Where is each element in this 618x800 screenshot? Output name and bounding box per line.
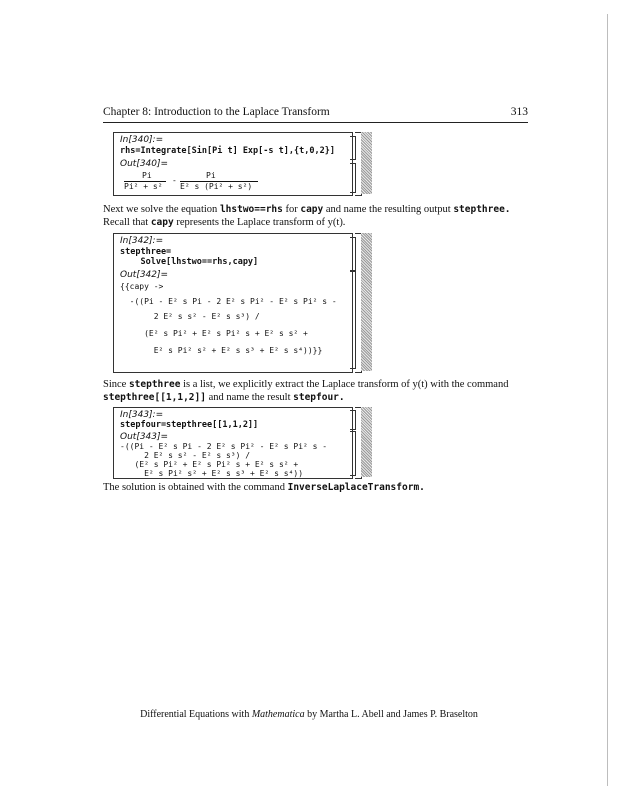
cell-shade-strip	[361, 233, 372, 371]
output-label: Out[342]=	[120, 270, 169, 280]
text-run: and name the result	[205, 392, 294, 403]
input-code-line: Solve[lhstwo==rhs,capy]	[120, 257, 259, 267]
paragraph-solve	[103, 203, 528, 229]
output-line: -((Pi - E² s Pi - 2 E² s Pi² - E² s Pi² s -	[120, 442, 328, 451]
text-run: Recall that	[103, 217, 151, 228]
running-header	[103, 106, 528, 120]
text-run: for	[282, 204, 301, 215]
footer-text: by Martha L. Abell and James P. Braselton	[304, 709, 478, 720]
footer-text: Differential Equations with	[140, 709, 252, 720]
footer-emphasis: Mathematica	[251, 709, 305, 720]
inline-code: lhstwo==rhs	[219, 204, 283, 215]
fraction-numerator-a: Pi	[142, 171, 152, 180]
output-line: E² s Pi² s² + E² s s³ + E² s s⁴))}}	[120, 346, 323, 355]
output-label: Out[340]=	[120, 159, 169, 169]
inline-code: stepfour.	[293, 392, 345, 403]
input-label: In[342]:=	[120, 236, 164, 246]
output-line: -((Pi - E² s Pi - 2 E² s Pi² - E² s Pi² s -	[120, 297, 337, 306]
text-run: Next we solve the equation	[103, 204, 220, 215]
minus-sign: -	[172, 176, 177, 185]
text-run: is a list, we explicitly extract the Laplace transform of y(t) with the command	[180, 379, 509, 390]
inline-code: InverseLaplaceTransform.	[287, 482, 425, 493]
input-code: stepfour=stepthree[[1,1,2]]	[120, 420, 259, 430]
input-label: In[340]:=	[120, 135, 164, 145]
fraction-denominator-a: Pi² + s²	[124, 182, 163, 191]
input-code: rhs=Integrate[Sin[Pi t] Exp[-s t],{t,0,2}]	[120, 146, 335, 156]
page-number: 313	[510, 106, 528, 118]
output-line: 2 E² s s² - E² s s³) /	[120, 451, 251, 460]
output-line: (E² s Pi² + E² s Pi² s + E² s s² +	[120, 460, 299, 469]
paragraph-extract	[103, 378, 528, 404]
fraction-denominator-b: E² s (Pi² + s²)	[180, 182, 253, 191]
notebook-cell-342	[113, 233, 353, 373]
page-footer	[0, 709, 618, 720]
text-run: The solution is obtained with the command	[103, 482, 288, 493]
input-code-line: stepthree=	[120, 247, 172, 257]
output-line: E² s Pi² s² + E² s s³ + E² s s⁴))	[120, 469, 304, 478]
inline-code: stepthree.	[453, 204, 511, 215]
header-rule	[103, 122, 528, 123]
text-run: represents the Laplace transform of y(t).	[173, 217, 346, 228]
page-edge-line	[607, 14, 608, 786]
notebook-cell-340	[113, 132, 353, 196]
chapter-title: Chapter 8: Introduction to the Laplace Transform	[103, 106, 330, 118]
cell-shade-strip	[361, 407, 372, 477]
cell-shade-strip	[361, 132, 372, 194]
inline-code: stepthree[[1,1,2]]	[103, 392, 206, 403]
inline-code: capy	[300, 204, 324, 215]
output-line: (E² s Pi² + E² s Pi² s + E² s s² +	[120, 329, 308, 338]
paragraph-inverse	[103, 481, 528, 494]
inline-code: capy	[150, 217, 174, 228]
output-line: {{capy ->	[120, 282, 164, 291]
output-label: Out[343]=	[120, 432, 169, 442]
inline-code: stepthree	[128, 379, 181, 390]
text-run: and name the resulting output	[323, 204, 454, 215]
text-run: Since	[103, 379, 129, 390]
fraction-numerator-b: Pi	[206, 171, 216, 180]
output-line: 2 E² s s² - E² s s³) /	[120, 312, 260, 321]
notebook-cell-343	[113, 407, 353, 479]
input-label: In[343]:=	[120, 410, 164, 420]
